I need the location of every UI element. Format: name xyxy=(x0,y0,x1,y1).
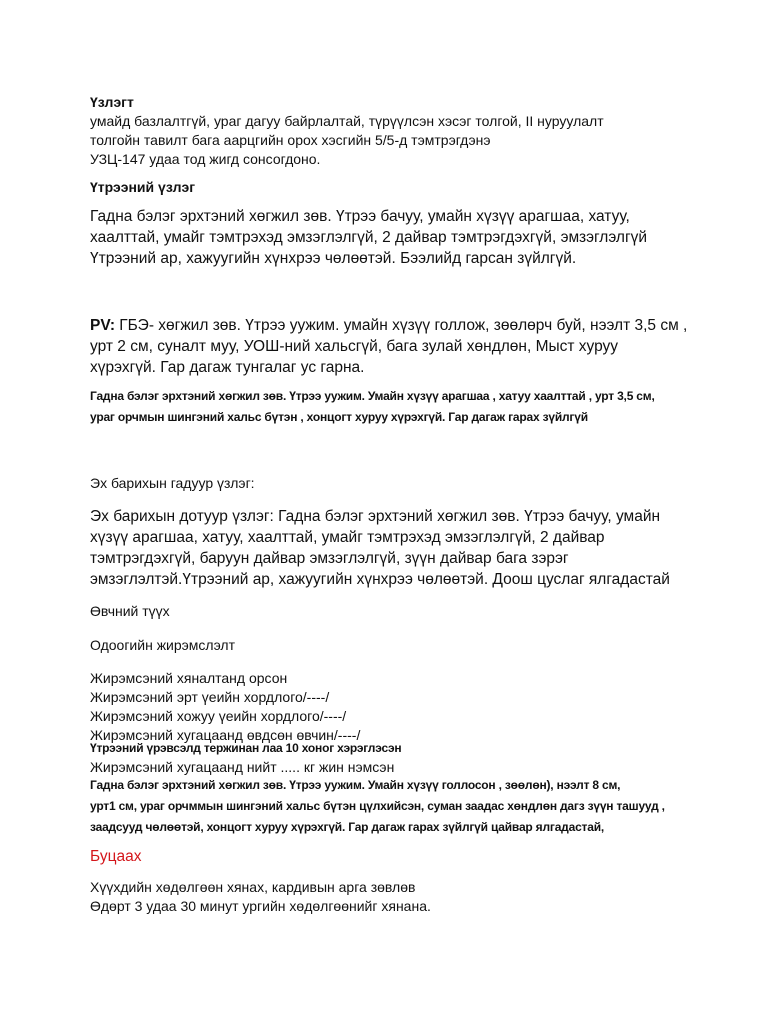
advice-line: Өдөрт 3 удаа 30 минут ургийн хөдөлгөөнийг хянана. xyxy=(90,898,431,914)
advice-line: Хүүхдийн хөдөлгөөн хянах, кардивын арга зөвлөв xyxy=(90,879,416,895)
external-exam-line: Эх барихын гадуур үзлэг: xyxy=(90,475,255,491)
internal-line: хүзүү арагшаа, хатуу, хаалттай, умайг тэмтрэхэд эмзэглэлгүй, 2 дайвар xyxy=(90,529,605,546)
exam-line: умайд базлалтгүй, ураг дагуу байрлалтай, түрүүлсэн хэсэг толгой, II нуруулалт xyxy=(90,113,604,129)
exam-heading: Үзлэгт xyxy=(90,94,134,110)
note2-line: урт1 см, ураг орчммын шингэний хальс бүтэн цүлхийсэн, суман заадас хөндлөн дагз зүүн ташууд , xyxy=(90,799,665,813)
note2-section xyxy=(90,775,665,838)
note2-line: заадсууд чөлөөтэй, хонцогт хуруу хүрэхгүй. Гар дагаж гарах зүйлгүй цайвар ялгадастай, xyxy=(90,820,605,834)
history-line: Өвчний түүх xyxy=(90,603,170,619)
speculum-heading: Үтрээний үзлэг xyxy=(90,179,196,195)
note1-line: Гадна бэлэг эрхтэний хөгжил зөв. Үтрээ уужим. Умайн хүзүү арагшаа , хатуу хаалттай , урт 3,5 см, xyxy=(90,389,655,403)
note2-line: Гадна бэлэг эрхтэний хөгжил зөв. Үтрээ уужим. Умайн хүзүү голлосон , зөөлөн), нээлт 8 см, xyxy=(90,778,621,792)
pv-section xyxy=(90,315,687,378)
speculum-line: хаалттай, умайг тэмтрэхэд эмзэглэлгүй, 2 дайвар тэмтрэгдэхгүй, эмзэглэлгүй xyxy=(90,229,648,246)
exam-section xyxy=(90,93,604,169)
speculum-line: Гадна бэлэг эрхтэний хөгжил зөв. Үтрээ бачуу, умайн хүзүү арагшаа, хатуу, xyxy=(90,208,630,225)
back-link[interactable]: Буцаах xyxy=(90,848,142,865)
pregnancy-line: Жирэмсэний эрт үеийн хордлого/----/ xyxy=(90,689,330,705)
note1-line: ураг орчмын шингэний хальс бүтэн , хонцогт хуруу хүрэхгүй. Гар дагаж гарах зүйлгүй xyxy=(90,410,588,424)
current-pregnancy-line: Одоогийн жирэмслэлт xyxy=(90,637,236,653)
internal-line: эмзэглэлтэй.Үтрээний ар, хажуугийн хүнхрээ чөлөөтэй. Доош цуслаг ялгадастай xyxy=(90,571,670,588)
internal-line: тэмтрэгдэхгүй, баруун дайвар эмзэглэлгүй, зүүн дайвар бага зэрэг xyxy=(90,550,569,567)
internal-line: Эх барихын дотуур үзлэг: Гадна бэлэг эрхтэний хөгжил зөв. Үтрээ бачуу, умайн xyxy=(90,508,661,525)
exam-line: УЗЦ-147 удаа тод жигд сонсогдоно. xyxy=(90,151,321,167)
exam-line: толгойн тавилт бага аарцгийн орох хэсгийн 5/5-д тэмтрэгдэнэ xyxy=(90,132,491,148)
pv-line: хүрэхгүй. Гар дагаж тунгалаг ус гарна. xyxy=(90,359,365,376)
speculum-section xyxy=(90,206,647,269)
pv-line: ГБЭ- хөгжил зөв. Үтрээ уужим. умайн хүзүү голлож, зөөлөрч буй, нээлт 3,5 см , xyxy=(114,317,688,334)
pregnancy-line: Жирэмсэний хяналтанд орсон xyxy=(90,670,288,686)
pv-label: PV: xyxy=(90,317,115,334)
note1-section xyxy=(90,386,655,428)
pv-line: урт 2 см, суналт муу, УОШ-ний хальсгүй, бага зулай хөндлөн, Мыст хуруу xyxy=(90,338,619,355)
pregnancy-bold-line: Үтрээний үрэвсэлд тержинан лаа 10 хоног хэрэглэсэн xyxy=(90,741,402,755)
internal-exam-section xyxy=(90,506,670,590)
speculum-line: Үтрээний ар, хажуугийн хүнхрээ чөлөөтэй. Бээлийд гарсан зүйлгүй. xyxy=(90,250,577,267)
pregnancy-line: Жирэмсэний хожуу үеийн хордлого/----/ xyxy=(90,708,347,724)
pregnancy-line: Жирэмсэний хугацаанд өвдсөн өвчин/----/ xyxy=(90,727,361,743)
pregnancy-weight-line: Жирэмсэний хугацаанд нийт ..... кг жин нэмсэн xyxy=(90,759,395,775)
pregnancy-section xyxy=(90,669,360,745)
advice-section xyxy=(90,878,431,916)
